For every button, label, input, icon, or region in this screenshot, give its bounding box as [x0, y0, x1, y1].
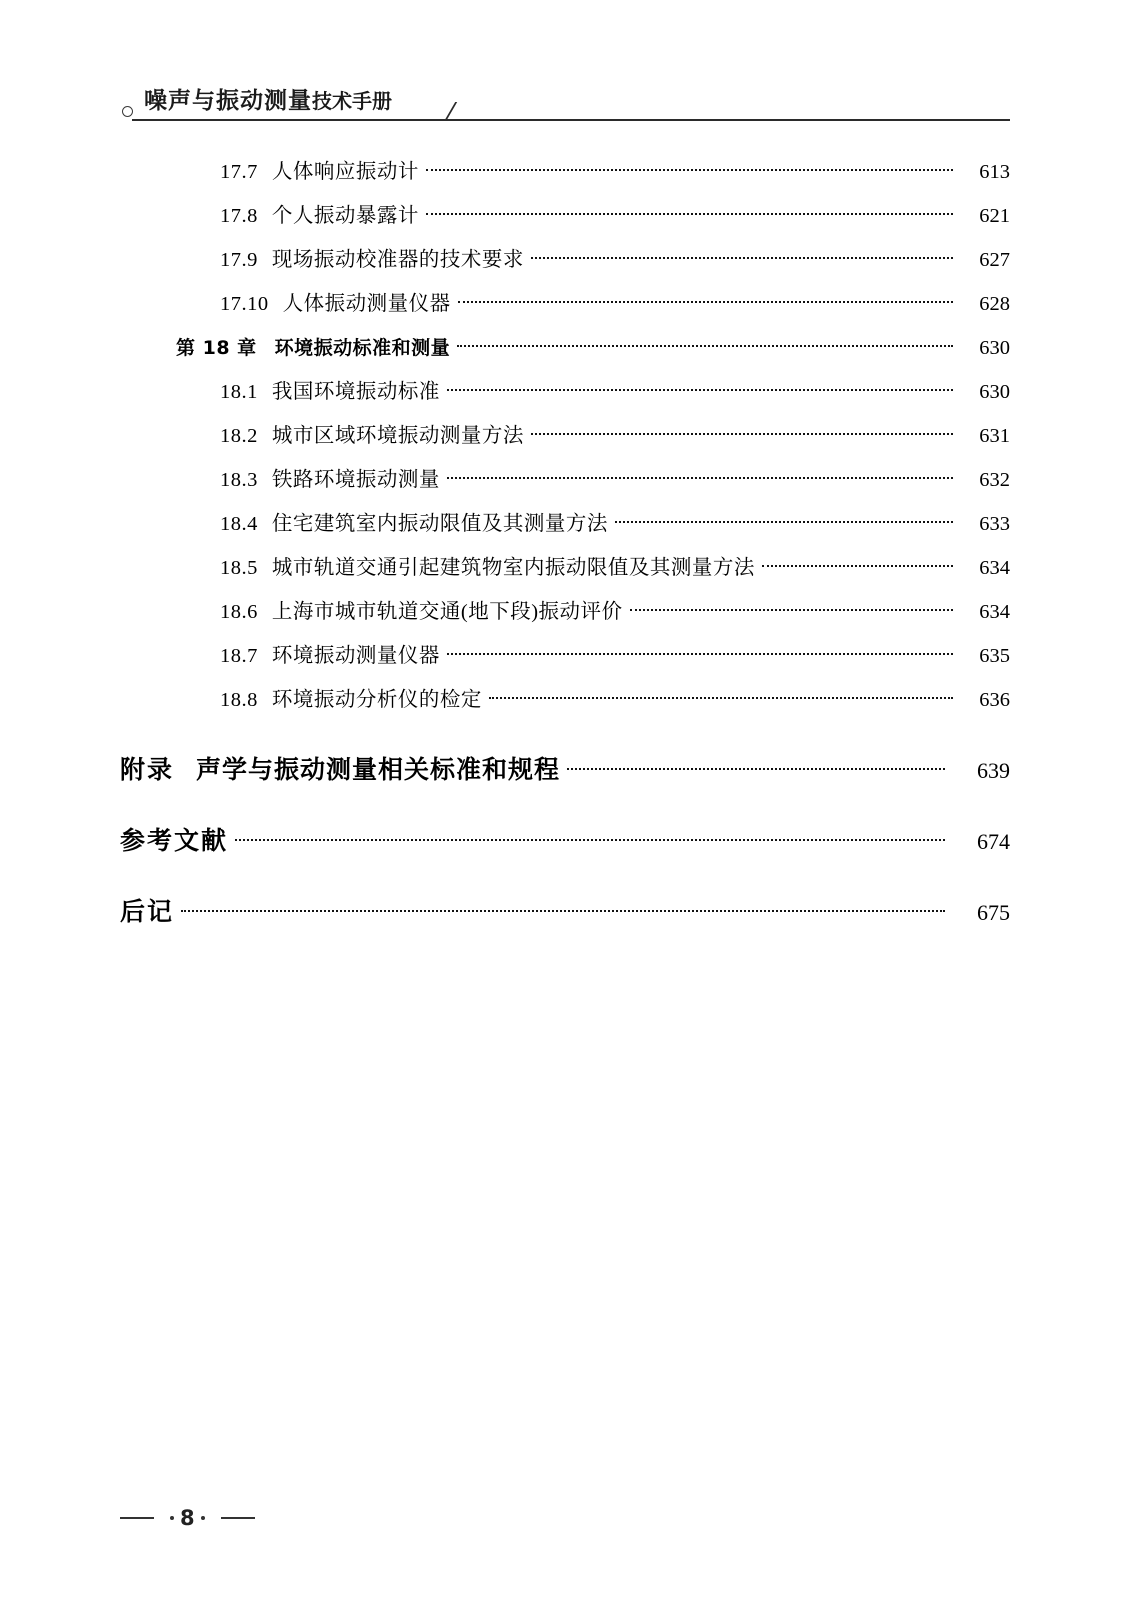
toc-entry-page: 634 [979, 557, 1010, 579]
toc-entry-number: 18.2 [220, 425, 258, 447]
toc-leader-dots [531, 422, 953, 442]
header-rule [132, 119, 1010, 121]
toc-entry-number: 18.6 [220, 601, 258, 623]
toc-entry-page: 630 [979, 337, 1010, 359]
toc-entry-title: 铁路环境振动测量 [271, 469, 440, 491]
toc-leader-dots [181, 900, 945, 920]
toc-leader-dots [426, 158, 953, 178]
toc-leader-dots [447, 466, 953, 486]
toc-entry[interactable] [120, 678, 1010, 722]
toc-entry-title: 环境振动测量仪器 [271, 645, 440, 667]
book-title-main: 噪声与振动测量 [144, 88, 312, 114]
toc-leader-dots [489, 686, 953, 706]
footer-dot-right [201, 1516, 205, 1520]
toc-entry-number: 18.5 [220, 557, 258, 579]
toc-entry-title: 声学与振动测量相关标准和规程 [196, 755, 561, 784]
toc-entry-title: 人体响应振动计 [271, 161, 419, 183]
page-footer [120, 1506, 255, 1530]
toc-entry-title: 住宅建筑室内振动限值及其测量方法 [271, 513, 608, 535]
toc-entry[interactable] [120, 150, 1010, 194]
book-title [144, 82, 392, 115]
footer-dash-left [120, 1517, 154, 1519]
toc-entry-number: 18.1 [220, 381, 258, 403]
table-of-contents [120, 150, 1010, 935]
toc-entry[interactable] [120, 370, 1010, 414]
toc-entry-number: 18.4 [220, 513, 258, 535]
toc-entry-title: 城市轨道交通引起建筑物室内振动限值及其测量方法 [271, 557, 755, 579]
toc-entry-page: 627 [979, 249, 1010, 271]
toc-entry-title: 个人振动暴露计 [271, 205, 419, 227]
toc-entry[interactable] [120, 546, 1010, 590]
toc-entry-page: 675 [977, 900, 1010, 925]
toc-entry[interactable] [120, 590, 1010, 634]
toc-entry-number: 后记 [120, 897, 175, 926]
book-title-sub: 技术手册 [312, 89, 392, 113]
toc-entry-page: 630 [979, 381, 1010, 403]
toc-leader-dots [458, 290, 953, 310]
toc-entry-page: 632 [979, 469, 1010, 491]
toc-entry-page: 674 [977, 829, 1010, 854]
toc-entry-number: 17.9 [220, 249, 258, 271]
toc-leader-dots [447, 378, 953, 398]
toc-entry[interactable] [120, 890, 1010, 935]
toc-leader-dots [531, 246, 953, 266]
toc-entry[interactable] [120, 502, 1010, 546]
toc-entry-page: 634 [979, 601, 1010, 623]
toc-entry-page: 613 [979, 161, 1010, 183]
toc-leader-dots [457, 334, 953, 354]
toc-entry-number: 附录 [120, 755, 175, 784]
toc-entry-title: 环境振动分析仪的检定 [271, 689, 482, 711]
toc-entry-number: 17.8 [220, 205, 258, 227]
toc-entry-page: 631 [979, 425, 1010, 447]
toc-entry[interactable] [120, 326, 1010, 370]
toc-entry-title: 环境振动标准和测量 [274, 337, 451, 359]
toc-entry-number: 参考文献 [120, 826, 229, 855]
toc-entry[interactable] [120, 414, 1010, 458]
toc-entry-title: 现场振动校准器的技术要求 [271, 249, 524, 271]
toc-entry-title: 人体振动测量仪器 [282, 293, 451, 315]
toc-entry-page: 639 [977, 758, 1010, 783]
toc-entry[interactable] [120, 282, 1010, 326]
toc-entry-page: 633 [979, 513, 1010, 535]
toc-entry-number: 17.10 [220, 293, 269, 315]
toc-entry-number: 17.7 [220, 161, 258, 183]
toc-entry-page: 635 [979, 645, 1010, 667]
toc-leader-dots [235, 829, 945, 849]
header-title-band [120, 78, 460, 120]
toc-leader-dots [630, 598, 953, 618]
footer-dot-left [170, 1516, 174, 1520]
toc-entry[interactable] [120, 819, 1010, 864]
page-header [120, 78, 1010, 126]
toc-leader-dots [426, 202, 953, 222]
toc-entry-title: 城市区域环境振动测量方法 [271, 425, 524, 447]
toc-entry-page: 628 [979, 293, 1010, 315]
toc-entry-title: 我国环境振动标准 [271, 381, 440, 403]
toc-entry-number: 18.3 [220, 469, 258, 491]
toc-leader-dots [762, 554, 953, 574]
toc-entry-page: 636 [979, 689, 1010, 711]
toc-entry-title: 上海市城市轨道交通(地下段)振动评价 [271, 601, 623, 623]
toc-leader-dots [447, 642, 953, 662]
toc-entry[interactable] [120, 748, 1010, 793]
toc-entry[interactable] [120, 458, 1010, 502]
toc-entry[interactable] [120, 238, 1010, 282]
toc-entry-number: 18.7 [220, 645, 258, 667]
toc-entry-page: 621 [979, 205, 1010, 227]
toc-leader-dots [615, 510, 953, 530]
toc-entry-number: 第 18 章 [176, 337, 257, 359]
toc-entry[interactable] [120, 194, 1010, 238]
footer-page-number: 8 [180, 1506, 195, 1530]
toc-leader-dots [567, 758, 945, 778]
toc-entry[interactable] [120, 634, 1010, 678]
toc-entry-number: 18.8 [220, 689, 258, 711]
footer-dash-right [221, 1517, 255, 1519]
